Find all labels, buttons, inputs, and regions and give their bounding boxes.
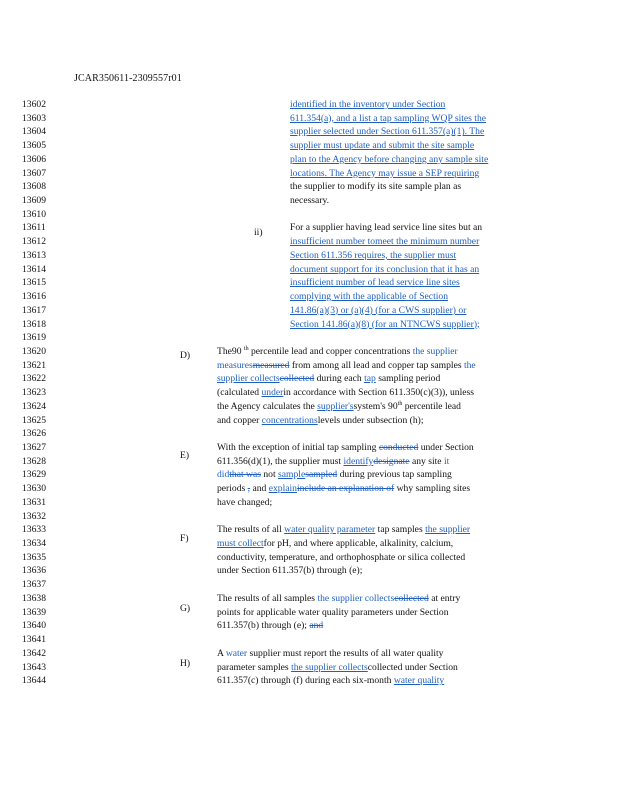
inserted-text: concentrations (261, 414, 318, 426)
line-number: 13609 (22, 195, 46, 207)
line-number: 13624 (22, 400, 46, 412)
line-number: 13633 (22, 524, 46, 536)
inserted-text: the supplier (425, 524, 471, 536)
inserted-text: under (261, 387, 284, 399)
line-number: 13643 (22, 661, 46, 673)
text-segment: 611.357(b) through (e); (217, 620, 310, 632)
inserted-text: locations. The Agency may issue a SEP requiring (290, 167, 480, 179)
document-line (290, 263, 479, 277)
text-segment: collected under Section (367, 661, 458, 673)
line-number: 13613 (22, 249, 46, 261)
text-segment: levels under subsection (h); (317, 414, 424, 426)
inserted-text: water quality parameter (284, 524, 376, 536)
line-number: 13605 (22, 140, 46, 152)
line-number: 13604 (22, 126, 46, 138)
line-number: 13615 (22, 277, 46, 289)
text-segment: conductivity, temperature, and orthophosphate or silica collected (217, 551, 466, 563)
text-segment: at entry (428, 592, 461, 604)
document-line (217, 674, 444, 688)
line-number: 13608 (22, 181, 46, 193)
inserted-text: supplier's (317, 400, 354, 412)
text-segment: and (250, 483, 269, 495)
text-segment: 611.356(d)(1), the supplier must (217, 455, 344, 467)
line-number: 13618 (22, 318, 46, 330)
line-number: 13644 (22, 675, 46, 687)
document-line (217, 441, 474, 455)
inserted-text: 141.86(a)(3) or (a)(4) (for a CWS supplier) or (290, 304, 467, 316)
subsection-marker-f: F) (180, 533, 189, 544)
line-number: 13639 (22, 606, 46, 618)
document-line (290, 290, 448, 304)
document-line (217, 537, 453, 551)
text-segment: parameter samples (217, 661, 292, 673)
document-line (217, 359, 476, 373)
inserted-text: insufficient number of lead service line sites (290, 277, 460, 289)
inserted-text: identified in the inventory under Section (290, 99, 446, 110)
line-number: 13626 (22, 428, 46, 440)
document-line (290, 318, 480, 332)
inserted-text: Section 611.356 requires, the supplier must (290, 249, 457, 261)
document-line (217, 606, 449, 620)
inserted-text: the supplier collects (317, 592, 395, 604)
document-line (217, 496, 272, 510)
text-segment: not (260, 469, 279, 481)
text-segment: With the exception of initial tap sampling (217, 442, 379, 453)
text-segment: supplier must report the results of all water quality (247, 647, 444, 659)
text-segment: points for applicable water quality parameters under Section (217, 606, 449, 618)
text-segment: in accordance with Section 611.350(c)(3)), unless (283, 387, 474, 399)
text-segment: any site (409, 455, 444, 467)
subsection-marker-d: D) (180, 350, 191, 361)
subsection-marker-h: H) (180, 658, 191, 669)
text-segment: the Agency calculates the (217, 400, 318, 412)
text-segment: th (243, 345, 249, 352)
text-segment: For a supplier having lead service line sites but an (290, 222, 483, 234)
line-number: 13603 (22, 112, 46, 124)
text-segment: The90 (217, 345, 244, 357)
line-number: 13607 (22, 167, 46, 179)
text-segment: under Section (418, 442, 474, 453)
document-line (290, 153, 488, 167)
deleted-text: conducted (378, 442, 419, 453)
line-number: 13630 (22, 483, 46, 495)
document-line (217, 372, 440, 386)
document-line (217, 386, 474, 400)
document-line (290, 139, 474, 153)
text-segment: why sampling sites (394, 483, 471, 495)
text-segment: and copper (217, 414, 262, 426)
document-id-header: JCAR350611-2309557r01 (74, 73, 182, 84)
document-line (217, 523, 470, 537)
deleted-text: include an explanation of (296, 483, 395, 495)
inserted-text: must collect (217, 538, 264, 550)
inserted-text: supplier selected under Section 611.357(a)(1). The (290, 126, 485, 138)
document-line (290, 98, 445, 112)
inserted-text: it (443, 455, 450, 467)
text-segment: necessary. (290, 195, 330, 207)
inserted-text: plan to the Agency before changing any sample site (290, 153, 489, 165)
line-number: 13637 (22, 579, 46, 591)
document-line (217, 400, 461, 414)
subsection-marker-e: E) (180, 450, 190, 461)
inserted-text: did (217, 469, 230, 481)
document-line (217, 345, 458, 359)
document-line (217, 551, 465, 565)
subsection-marker-ii: ii) (254, 227, 263, 238)
document-line (217, 455, 449, 469)
line-number: 13638 (22, 592, 46, 604)
line-number: 13611 (22, 222, 46, 234)
document-line (290, 276, 460, 290)
document-line (290, 180, 461, 194)
document-line (290, 194, 329, 208)
inserted-text: explain (268, 483, 297, 495)
text-segment: the supplier to modify its site sample plan as (290, 181, 462, 193)
inserted-text: measures (217, 359, 253, 371)
inserted-text: supplier collects (217, 373, 280, 385)
line-number: 13642 (22, 647, 46, 659)
inserted-text: Section 141.86(a)(8) (for an NTNCWS supplier); (290, 318, 480, 330)
document-line (290, 304, 466, 318)
line-number: 13614 (22, 263, 46, 275)
document-line (290, 112, 486, 126)
document-line (290, 235, 479, 249)
text-segment: percentile lead and copper concentrations (248, 345, 413, 357)
inserted-text: water (225, 647, 248, 659)
deleted-text: measured (252, 359, 290, 371)
document-line (217, 592, 460, 606)
text-segment: tap samples (375, 524, 426, 536)
document-line (217, 647, 443, 661)
inserted-text: the supplier (412, 345, 458, 357)
line-number: 13634 (22, 538, 46, 550)
line-number: 13621 (22, 359, 46, 371)
document-line (217, 482, 470, 496)
line-number: 13635 (22, 551, 46, 563)
deleted-text: sampled (305, 469, 338, 481)
document-line (217, 661, 458, 675)
inserted-text: water quality (393, 675, 445, 687)
text-segment: The results of all (217, 524, 285, 536)
deleted-text: that was (229, 469, 261, 481)
inserted-text: supplier must update and submit the site sample (290, 140, 475, 152)
line-number: 13602 (22, 99, 46, 110)
line-number: 13606 (22, 153, 46, 165)
line-number: 13629 (22, 469, 46, 481)
line-number: 13610 (22, 208, 46, 220)
deleted-text: , (247, 483, 251, 495)
line-number: 13623 (22, 387, 46, 399)
inserted-text: the supplier collects (291, 661, 368, 673)
deleted-text: collected (279, 373, 315, 385)
line-number: 13628 (22, 455, 46, 467)
line-number: 13627 (22, 442, 46, 453)
line-number: 13622 (22, 373, 46, 385)
inserted-text: identify (343, 455, 374, 467)
text-segment: during each (314, 373, 365, 385)
text-segment: periods (217, 483, 248, 495)
document-line (217, 564, 362, 578)
document-line (290, 125, 484, 139)
document-line (290, 167, 479, 181)
line-number: 13631 (22, 496, 46, 508)
document-line (290, 249, 456, 263)
text-segment: The results of all samples (217, 592, 318, 604)
inserted-text: tap (364, 373, 376, 385)
text-segment: (calculated (217, 387, 262, 399)
inserted-text: the (463, 359, 476, 371)
text-segment: from among all lead and copper tap samples (289, 359, 464, 371)
deleted-text: and (309, 620, 324, 632)
line-number: 13612 (22, 236, 46, 248)
line-number: 13616 (22, 291, 46, 303)
text-segment: for pH, and where applicable, alkalinity, calcium, (263, 538, 454, 550)
text-segment: have changed; (217, 496, 273, 508)
line-number: 13640 (22, 620, 46, 632)
line-number: 13620 (22, 345, 46, 357)
text-segment: A (217, 647, 226, 659)
document-line (217, 414, 424, 428)
inserted-text: insufficient number tomeet the minimum number (290, 236, 480, 248)
line-number: 13636 (22, 565, 46, 577)
text-segment: under Section 611.357(b) through (e); (217, 565, 363, 577)
text-segment: th (397, 400, 403, 407)
document-line (290, 221, 482, 235)
document-line (217, 619, 323, 633)
text-segment: system's 90 (353, 400, 398, 412)
line-number: 13617 (22, 304, 46, 316)
document-line (217, 468, 452, 482)
line-number: 13632 (22, 510, 46, 522)
deleted-text: collected (394, 592, 429, 604)
line-number: 13625 (22, 414, 46, 426)
deleted-text: designate (373, 455, 410, 467)
text-segment: percentile lead (402, 400, 461, 412)
inserted-text: 611.354(a), and a list a tap sampling WQP sites the (290, 112, 487, 124)
line-number: 13619 (22, 332, 46, 344)
text-segment: during previous tap sampling (337, 469, 452, 481)
text-segment: sampling period (375, 373, 441, 385)
text-segment: 611.357(c) through (f) during each six-month (217, 675, 394, 687)
inserted-text: complying with the applicable of Section (290, 291, 448, 303)
inserted-text: sample (278, 469, 306, 481)
line-number: 13641 (22, 634, 46, 646)
subsection-marker-g: G) (180, 603, 191, 614)
inserted-text: document support for its conclusion that it has an (290, 263, 480, 275)
